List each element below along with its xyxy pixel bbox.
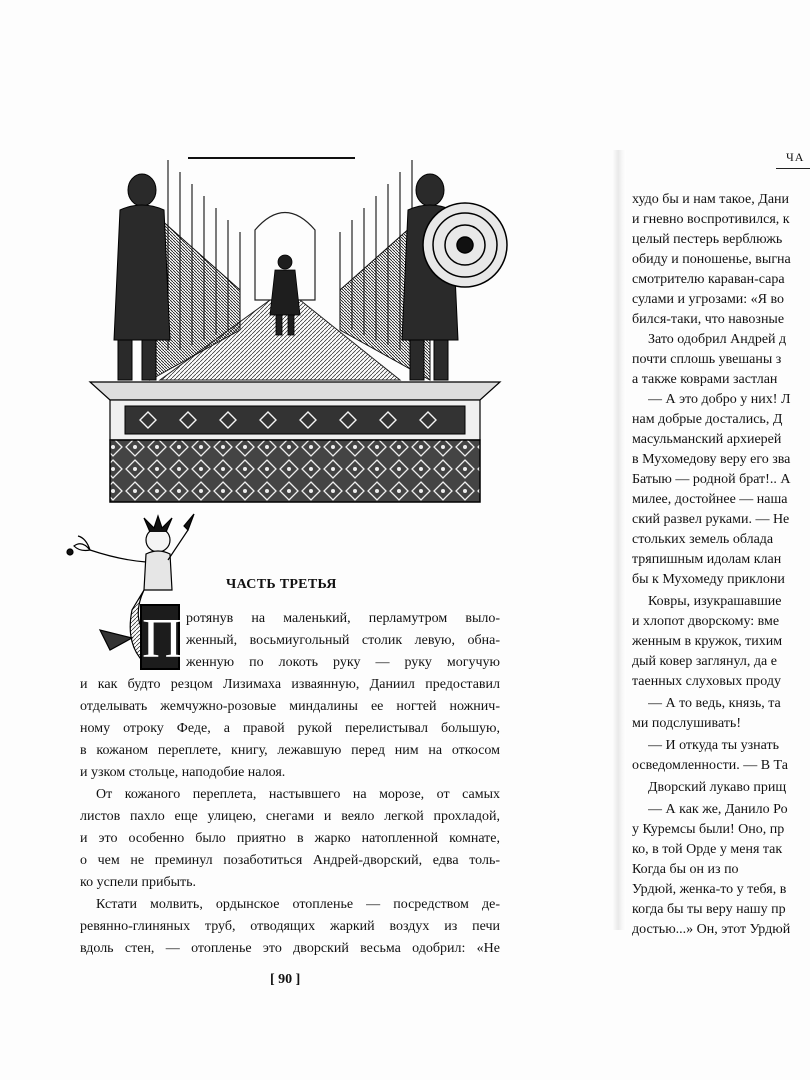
text-line: женную по локоть руку — руку могучую (186, 655, 500, 670)
text-line: Ковры, изукрашавшие (648, 594, 782, 609)
text-line: и это особенно было приятно в жарко натопленной комнате, (80, 831, 500, 846)
page-number: [ 90 ] (270, 972, 301, 987)
warriors-corridor-illustration (80, 150, 510, 510)
text-line: Когда бы он из по (632, 862, 739, 877)
text-line: сулами и угрозами: «Я во (632, 292, 785, 307)
text-line: нам добрые достались, Д (632, 412, 783, 427)
text-line: достью...» Он, этот Урдюй (632, 922, 791, 937)
text-line: дый ковер заглянул, да е (632, 654, 777, 669)
text-line: милее, достойнее — наша (632, 492, 788, 507)
text-line: — И откуда ты узнать (648, 738, 780, 753)
text-line: вдоль стен, — отопленье это дворский весьма одобрил: «Не (80, 941, 500, 956)
text-line: ко, в той Орде у меня так (632, 842, 783, 857)
text-line: у Куремсы были! Оно, пр (632, 822, 785, 837)
text-line: и узком стольце, наподобие налоя. (80, 765, 286, 780)
text-line: ский развел руками. — Не (632, 512, 790, 527)
text-line: женный, восьмиугольный столик левую, обна- (186, 633, 500, 648)
text-line: и гневно воспротивился, к (632, 212, 790, 227)
text-line: Дворский лукаво прищ (648, 780, 787, 795)
text-line: — А как же, Данило Ро (648, 802, 788, 817)
text-line: ротянув на маленький, перламутром выло- (186, 611, 500, 626)
text-line: отделывать жемчужно-розовые миндалины ее ногтей ножнич- (80, 699, 500, 714)
header-rule (776, 168, 810, 169)
book-gutter (612, 150, 626, 930)
part-title: ЧАСТЬ ТРЕТЬЯ (226, 577, 337, 592)
text-line: целый пестерь верблюжь (632, 232, 783, 247)
text-line: ми подслушивать! (632, 716, 741, 731)
text-line: масульманский архиерей (632, 432, 782, 447)
text-line: и как будто резцом Лизимаха изваянную, Даниил предоставил (80, 677, 500, 692)
text-line: листов пахло еще улицею, снегами и веяло легкой прохладой, (80, 809, 500, 824)
text-line: От кожаного переплета, настывшего на морозе, от самых (96, 787, 500, 802)
text-line: ному отроку Феде, а правой рукой перелистывал большую, (80, 721, 500, 736)
text-line: обиду и поношенье, выгна (632, 252, 791, 267)
text-line: бы к Мухомеду приклони (632, 572, 785, 587)
text-line: ревянно-глиняных труб, отводящих жаркий воздух из печи (80, 919, 500, 934)
text-line: в Мухомедову веру его зва (632, 452, 791, 467)
text-line: в кожаном переплете, книгу, лежавшую перед ним на откосом (80, 743, 500, 758)
text-line: ко успели прибыть. (80, 875, 197, 890)
text-line: — А это добро у них! Л (648, 392, 791, 407)
text-line: бился-таки, что навозные (632, 312, 785, 327)
text-line: женным в кружок, тихим (632, 634, 783, 649)
text-line: Урдюй, женка-то у тебя, в (632, 882, 787, 897)
text-line: Батыю — родной брат!.. А (632, 472, 791, 487)
text-line: смотрителю караван-сара (632, 272, 785, 287)
text-line: а также коврами застлан (632, 372, 778, 387)
text-line: когда бы ты веру нашу пр (632, 902, 786, 917)
text-line: таенных слуховых проду (632, 674, 782, 689)
text-line: стольких земель облада (632, 532, 774, 547)
text-line: осведомленности. — В Та (632, 758, 788, 773)
text-line: — А то ведь, князь, та (648, 696, 781, 711)
text-line: о чем не преминул позаботиться Андрей-дворский, едва толь- (80, 853, 500, 868)
text-line: тряпишным идолам клан (632, 552, 782, 567)
text-line: и хлопот дворскому: вме (632, 614, 780, 629)
running-header: ЧА (786, 150, 805, 164)
text-line: Кстати молвить, ордынское отопленье — посредством де- (96, 897, 500, 912)
dropcap-letter: П (140, 604, 180, 670)
text-line: Зато одобрил Андрей д (648, 332, 787, 347)
text-line: почти сплошь увешаны з (632, 352, 782, 367)
text-line: худо бы и нам такое, Дани (632, 192, 790, 207)
